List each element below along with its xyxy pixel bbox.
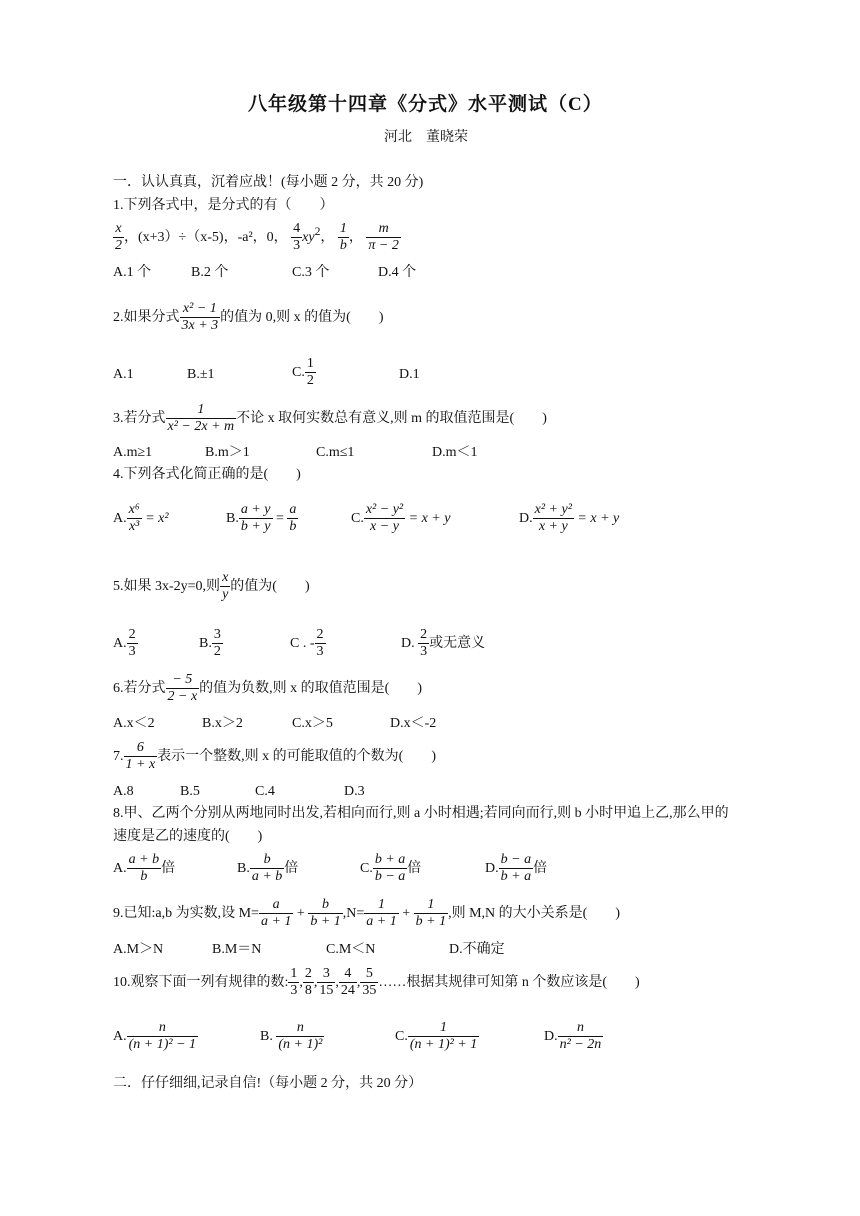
q8-option-a: A. $\frac{a + b}{b}$ 倍 <box>113 852 176 885</box>
q1-option-c: C.3 个 <box>292 265 330 280</box>
fraction: $\frac{4}{3}$ <box>293 221 301 254</box>
q4-option-b: B. $\frac{a + y}{b + y}$ = $\frac{a}{b}$ <box>226 502 297 535</box>
q7-option-c: C.4 <box>255 784 275 799</box>
fraction: $\frac{\text{x² − 1}}{3x + 3}$ <box>181 301 219 334</box>
fraction: $\frac{b + a}{b - a}$ <box>374 852 406 885</box>
q3-option-b: B.m＞1 <box>205 445 250 460</box>
fraction: $\frac{n}{\text{(n + 1)²}}$ <box>278 1020 323 1053</box>
q1-option-d: D.4 个 <box>378 265 417 280</box>
q5-option-c: C . - $\frac{2}{3}$ <box>290 627 324 660</box>
fraction: $\frac{\text{x² − y²}}{x - y}$ <box>365 502 404 535</box>
q9-option-b: B.M＝N <box>212 942 262 957</box>
q6-option-a: A.x＜2 <box>113 716 155 731</box>
q7-option-a: A.8 <box>113 784 134 799</box>
q5-option-d: D. $\frac{2}{3}$ 或无意义 <box>401 627 486 660</box>
fraction: $\frac{6}{1 + x}$ <box>125 740 156 773</box>
fraction: $\frac{1}{\text{(n + 1)² + 1}}$ <box>409 1020 478 1053</box>
q1-option-a: A.1 个 <box>113 265 152 280</box>
q5-stem: 5.如果 3x-2y=0,则 $\frac{x}{y}$ 的值为( ) <box>113 570 310 603</box>
q10-option-c: C. $\frac{1}{\text{(n + 1)² + 1}}$ <box>395 1020 478 1053</box>
section-heading-2: 二．仔仔细细,记录自信!（每小题 2 分，共 20 分） <box>113 1076 423 1091</box>
q3-option-a: A.m≥1 <box>113 445 153 460</box>
q4-option-d: D. $\frac{\text{x² + y²}}{x + y}$ = x + y <box>519 502 620 535</box>
q6-option-c: C.x＞5 <box>292 716 333 731</box>
fraction: $\frac{a + y}{b + y}$ <box>240 502 271 535</box>
q10-option-d: D. $\frac{n}{\text{n² − 2n}}$ <box>544 1020 602 1053</box>
fraction: $\frac{1}{2}$ <box>306 356 314 389</box>
fraction: $\frac{1}{a + 1}$ <box>366 897 397 930</box>
fraction: $\frac{a + b}{b}$ <box>128 852 160 885</box>
fraction: $\frac{2}{3}$ <box>128 627 136 660</box>
q4-option-c: C. $\frac{\text{x² − y²}}{x - y}$ = x + y <box>351 502 451 535</box>
fraction: $\frac{4}{24}$ <box>340 966 355 999</box>
fraction: $\frac{\text{x⁶}}{\text{x³}}$ <box>128 502 140 535</box>
q7-option-d: D.3 <box>344 784 365 799</box>
q7-stem: 7. $\frac{6}{1 + x}$ 表示一个整数,则 x 的可能取值的个数为( ) <box>113 740 436 773</box>
q2-option-c: C. $\frac{1}{2}$ <box>292 356 314 389</box>
q9-option-d: D.不确定 <box>449 942 505 957</box>
fraction: $\frac{2}{8}$ <box>304 966 312 999</box>
q9-stem: 9.已知:a,b 为实数,设 M= $\frac{a}{a + 1}$ + $\frac{b}{b + 1}$ ,N= $\frac{1}{a + 1}$ + $\frac{1}{b + 1}$ ,则 M,N 的大小关系是( ) <box>113 897 620 930</box>
fraction: $\frac{2}{3}$ <box>420 627 428 660</box>
q8-stem-line1: 8.甲、乙两个分别从两地同时出发,若相向而行,则 a 小时相遇;若同向而行,则 b 小时甲追上乙,那么甲的 <box>113 806 729 821</box>
fraction: $\frac{2}{3}$ <box>316 627 324 660</box>
q2-option-d: D.1 <box>399 367 420 382</box>
page-title: 八年级第十四章《分式》水平测试（C） <box>248 94 603 115</box>
fraction: $\frac{3}{15}$ <box>319 966 334 999</box>
fraction: $\frac{b}{a + b}$ <box>251 852 283 885</box>
fraction: $\frac{x}{2}$ <box>115 221 122 254</box>
fraction: $\frac{- 5}{2 - x}$ <box>167 672 198 705</box>
q1-stem: 1.下列各式中，是分式的有（ ） <box>113 198 334 213</box>
q3-option-d: D.m＜1 <box>432 445 478 460</box>
q2-option-a: A.1 <box>113 367 134 382</box>
q10-option-a: A. $\frac{n}{\text{(n + 1)² − 1}}$ <box>113 1020 197 1053</box>
q9-option-a: A.M＞N <box>113 942 164 957</box>
author-line: 河北 董晓荣 <box>384 130 468 145</box>
fraction: $\frac{1}{\text{x² − 2x + m}}$ <box>167 402 235 435</box>
fraction: $\frac{n}{\text{(n + 1)² − 1}}$ <box>128 1020 197 1053</box>
q8-option-c: C. $\frac{b + a}{b - a}$ 倍 <box>360 852 422 885</box>
q10-option-b: B. $\frac{n}{\text{(n + 1)²}}$ <box>260 1020 323 1053</box>
q1-expressions: $\frac{x}{2}$ ，(x+3）÷（x-5)，-a²，0， $\frac{4}{3}$ $xy^2$， $\frac{1}{b}$ ， $\frac{m}{\pi - 2}$ <box>115 221 399 254</box>
fraction: $\frac{a}{b}$ <box>289 502 297 535</box>
q4-stem: 4.下列各式化简正确的是( ) <box>113 467 301 482</box>
q8-stem-line2: 速度是乙的速度的( ) <box>113 829 263 844</box>
fraction: $\frac{a}{a + 1}$ <box>260 897 292 930</box>
q3-option-c: C.m≤1 <box>316 445 355 460</box>
q5-option-a: A. $\frac{2}{3}$ <box>113 627 136 660</box>
fraction: $\frac{n}{\text{n² − 2n}}$ <box>559 1020 602 1053</box>
q10-stem: 10.观察下面一列有规律的数: $\frac{1}{3}$ , $\frac{2}{8}$ , $\frac{3}{15}$ , $\frac{4}{24}$ , $\frac{5}{35}$ ……根据其规律可知第 n 个数应该是( ) <box>113 966 640 999</box>
fraction: $\frac{b - a}{b + a}$ <box>500 852 532 885</box>
q7-option-b: B.5 <box>180 784 200 799</box>
fraction: $\frac{3}{2}$ <box>213 627 221 660</box>
fraction: $\frac{1}{3}$ <box>290 966 298 999</box>
q2-stem: 2.如果分式 $\frac{\text{x² − 1}}{3x + 3}$ 的值为 0,则 x 的值为( ) <box>113 301 384 334</box>
q2-option-b: B.±1 <box>187 367 215 382</box>
section-heading-1: 一．认认真真，沉着应战！(每小题 2 分，共 20 分) <box>113 175 424 190</box>
q6-option-d: D.x＜-2 <box>390 716 437 731</box>
q6-stem: 6.若分式 $\frac{- 5}{2 - x}$ 的值为负数,则 x 的取值范围是( ) <box>113 672 422 705</box>
q4-option-a: A. $\frac{\text{x⁶}}{\text{x³}}$ = x² <box>113 502 169 535</box>
q3-stem: 3.若分式 $\frac{1}{\text{x² − 2x + m}}$ 不论 x 取何实数总有意义,则 m 的取值范围是( ) <box>113 402 547 435</box>
fraction: $\frac{m}{\pi - 2}$ <box>368 221 399 254</box>
q6-option-b: B.x＞2 <box>202 716 243 731</box>
q1-option-b: B.2 个 <box>191 265 229 280</box>
q8-option-b: B. $\frac{b}{a + b}$ 倍 <box>237 852 299 885</box>
fraction: $\frac{x}{y}$ <box>222 570 229 603</box>
fraction: $\frac{1}{b}$ <box>339 221 347 254</box>
fraction: $\frac{5}{35}$ <box>362 966 377 999</box>
q9-option-c: C.M＜N <box>326 942 376 957</box>
q8-option-d: D. $\frac{b - a}{b + a}$ 倍 <box>485 852 548 885</box>
q5-option-b: B. $\frac{3}{2}$ <box>199 627 221 660</box>
fraction: $\frac{\text{x² + y²}}{x + y}$ <box>534 502 572 535</box>
fraction: $\frac{1}{b + 1}$ <box>415 897 447 930</box>
fraction: $\frac{b}{b + 1}$ <box>310 897 341 930</box>
